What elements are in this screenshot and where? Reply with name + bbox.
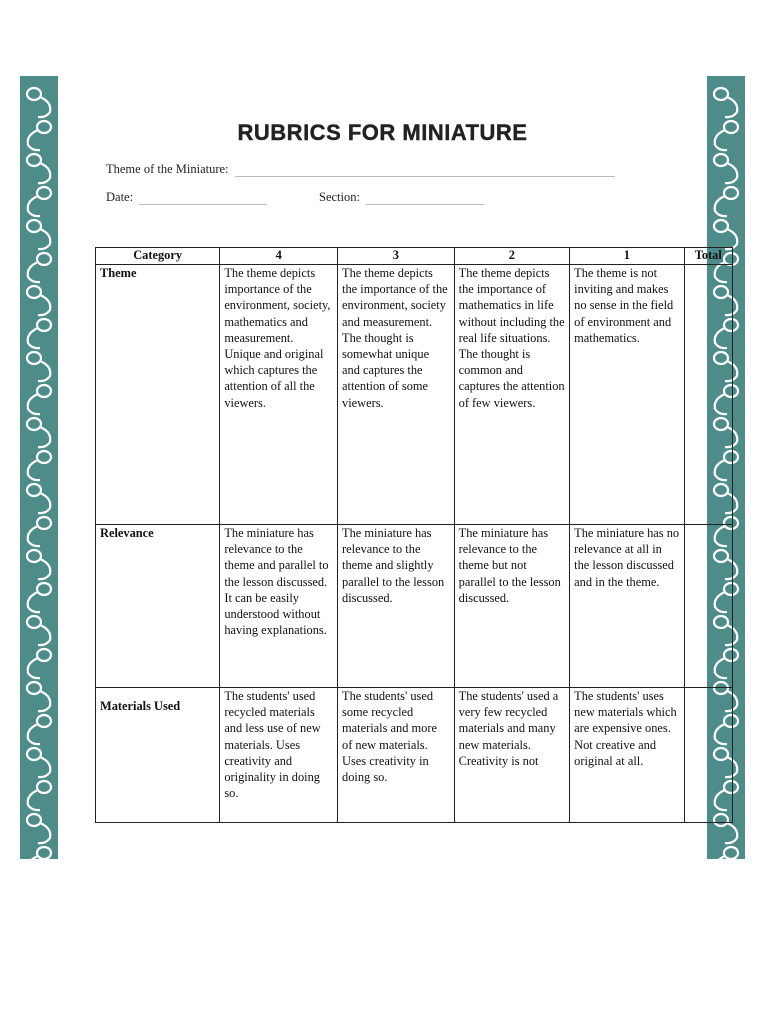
theme-blank-line[interactable] bbox=[235, 166, 615, 177]
total-cell[interactable] bbox=[684, 525, 732, 688]
document-title: RUBRICS FOR MINIATURE bbox=[237, 120, 528, 145]
header-score-1: 1 bbox=[570, 248, 684, 265]
header-category: Category bbox=[96, 248, 220, 265]
table-row bbox=[96, 265, 733, 525]
table-cell: The theme is not inviting and makes no sense in the field of environment and mathematics. bbox=[570, 265, 684, 525]
total-cell[interactable] bbox=[684, 688, 732, 823]
table-cell: The students' uses new materials which are expensive ones. Not creative and original at all. bbox=[570, 688, 684, 823]
theme-field-label: Theme of the Miniature: bbox=[106, 162, 229, 176]
decorative-border-left bbox=[20, 76, 58, 859]
header-score-4: 4 bbox=[220, 248, 338, 265]
table-row bbox=[96, 525, 733, 688]
table-cell: The miniature has relevance to the theme and slightly parallel to the lesson discussed. bbox=[338, 525, 455, 688]
header-score-2: 2 bbox=[454, 248, 570, 265]
row-category: Theme bbox=[96, 265, 220, 525]
table-header-row bbox=[96, 248, 733, 265]
date-field-label: Date: bbox=[106, 190, 134, 204]
section-field[interactable] bbox=[319, 190, 484, 205]
table-cell: The theme depicts the importance of the environment, society and measurement. The thought is somewhat unique and captures the attention of some viewers. bbox=[338, 265, 455, 525]
date-blank-line[interactable] bbox=[139, 194, 267, 205]
rubric-sheet bbox=[58, 76, 722, 859]
table-cell: The theme depicts the importance of mathematics in life without including the real life situations. The thought is common and captures the attention of few viewers. bbox=[454, 265, 570, 525]
table-cell: The miniature has no relevance at all in the lesson discussed and in the theme. bbox=[570, 525, 684, 688]
table-row bbox=[96, 688, 733, 823]
row-category: Relevance bbox=[96, 525, 220, 688]
theme-field[interactable] bbox=[106, 162, 615, 177]
rubric-table bbox=[95, 247, 733, 823]
table-cell: The students' used some recycled materials and more of new materials. Uses creativity in doing so. bbox=[338, 688, 455, 823]
row-category: Materials Used bbox=[96, 688, 220, 823]
table-cell: The students' used recycled materials and less use of new materials. Uses creativity and originality in doing so. bbox=[220, 688, 338, 823]
section-field-label: Section: bbox=[319, 190, 360, 204]
chain-pattern-icon bbox=[20, 76, 58, 859]
table-cell: The miniature has relevance to the theme but not parallel to the lesson discussed. bbox=[454, 525, 570, 688]
table-cell: The students' used a very few recycled materials and many new materials. Creativity is not bbox=[454, 688, 570, 823]
total-cell[interactable] bbox=[684, 265, 732, 525]
header-score-3: 3 bbox=[338, 248, 455, 265]
table-cell: The theme depicts importance of the environment, society, mathematics and measurement. Unique and original which captures the attention of all the viewers. bbox=[220, 265, 338, 525]
header-total: Total bbox=[684, 248, 732, 265]
section-blank-line[interactable] bbox=[366, 194, 484, 205]
date-field[interactable] bbox=[106, 190, 267, 205]
table-cell: The miniature has relevance to the theme and parallel to the lesson discussed. It can be easily understood without having explanations. bbox=[220, 525, 338, 688]
